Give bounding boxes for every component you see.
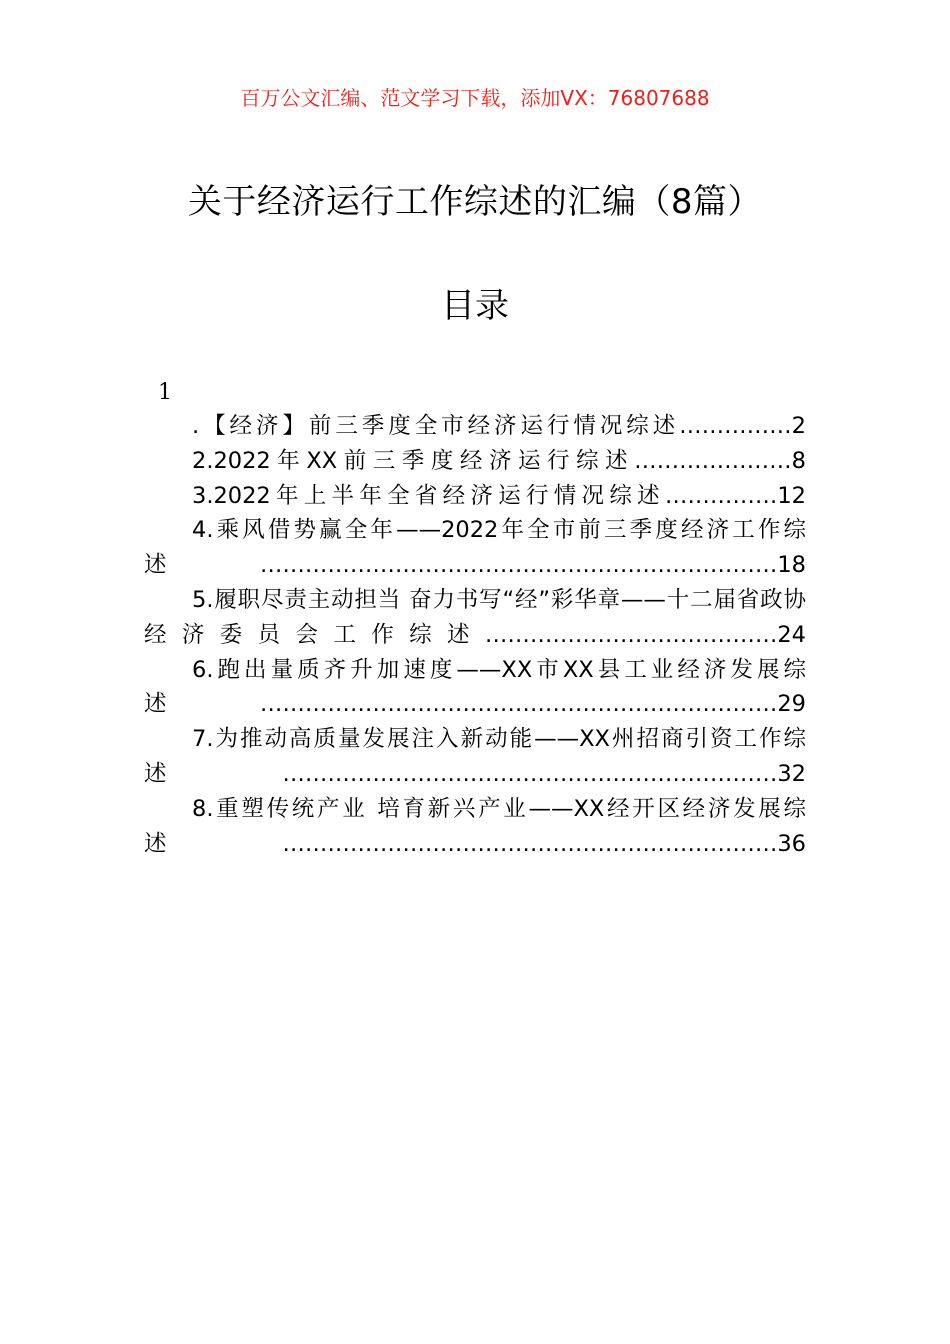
toc-heading: 目录 (441, 286, 509, 326)
page-number-marker: 1 (158, 380, 172, 405)
toc-entry-1[interactable]: .【经济】前三季度全市经济运行情况综述……………2 (192, 413, 806, 439)
toc-entry-6[interactable]: 6.跑出量质齐升加速度——XX市XX县工业经济发展综述……………………………………………………………29 (144, 656, 806, 718)
toc-entry-3[interactable]: 3.2022年上半年全省经济运行情况综述……………12 (192, 482, 806, 509)
table-of-contents (144, 409, 806, 861)
toc-entry-8[interactable]: 8.重塑传统产业 培育新兴产业——XX经开区经济发展综述…………………………………………………………36 (144, 795, 806, 857)
toc-entry-7[interactable]: 7.为推动高质量发展注入新动能——XX州招商引资工作综述…………………………………………………………32 (144, 726, 806, 787)
watermark-note: 百万公文汇编、范文学习下载，添加VX：76807688 (240, 86, 710, 110)
toc-entry-5[interactable]: 5.履职尽责主动担当 奋力书写“经”彩华章——十二届省政协经济委员会工作综述…………………………………24 (144, 586, 806, 648)
toc-entry-2[interactable]: 2.2022年XX前三季度经济运行综述…………………8 (192, 447, 806, 474)
document-title: 关于经济运行工作综述的汇编（8篇） (187, 182, 763, 222)
toc-entry-4[interactable]: 4.乘风借势赢全年——2022年全市前三季度经济工作综述……………………………………………………………18 (144, 517, 806, 579)
